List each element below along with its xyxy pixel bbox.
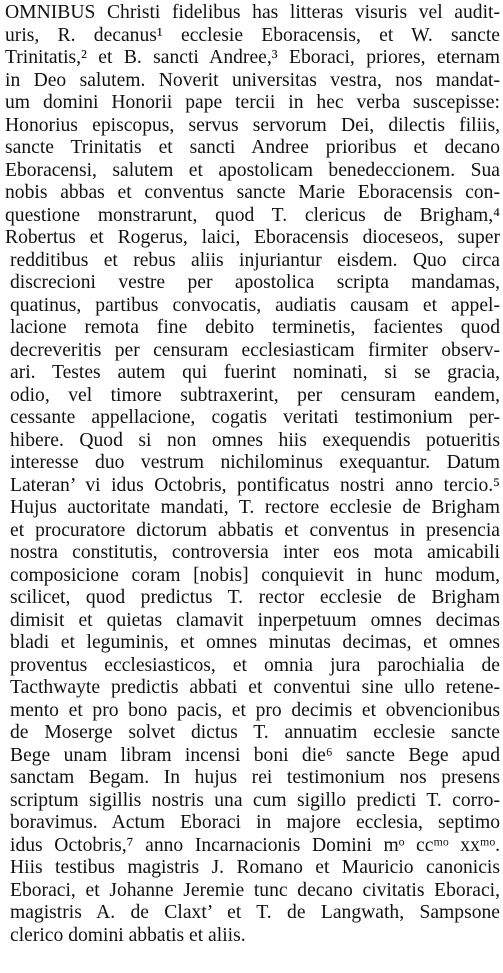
text-line: dimisit et quietas clamavit inperpetuum omnes decimas <box>10 609 500 631</box>
text-line: et procuratore dictorum abbatis et conventus in presencia <box>10 519 500 541</box>
text-line: scriptum sigillis nostris una cum sigillo predicti T. corro- <box>10 789 500 811</box>
text-line: OMNIBUS Christi fidelibus has litteras visuris vel audit- <box>5 2 500 23</box>
text-line: idus Octobris,⁷ anno Incarnacionis Domini mᵒ ccᵐᵒ xxᵐᵒ. <box>10 834 500 856</box>
text-line: in Deo salutem. Noverit universitas vestra, nos mandat- <box>5 69 500 91</box>
text-line: Trinitatis,² et B. sancti Andree,³ Eboraci, priores, eternam <box>5 47 500 68</box>
text-line: decreveritis per censuram ecclesiasticam firmiter observ- <box>10 339 500 361</box>
text-line: sanctam Begam. In hujus rei testimonium nos presens <box>10 767 500 788</box>
text-line: de Moserge solvet dictus T. annuatim ecclesie sancte <box>10 722 500 743</box>
text-line: Lateran’ vi idus Octobris, pontificatus nostri anno tercio.⁵ <box>10 474 500 496</box>
text-line: Tacthwayte predictis abbati et conventui sine ullo retene- <box>10 677 500 698</box>
text-line: lacione remota fine debito terminetis, facientes quod <box>10 317 500 338</box>
text-line: discrecioni vestre per apostolica scripta mandamas, <box>10 272 500 293</box>
text-line: Hiis testibus magistris J. Romano et Mauricio canonicis <box>10 857 500 878</box>
text-line: Bege unam libram incensi boni die⁶ sancte Bege apud <box>10 744 500 766</box>
text-line: quatinus, partibus convocatis, audiatis causam et appel- <box>10 294 500 316</box>
text-line: nobis abbas et conventus sancte Marie Eboracensis con- <box>5 182 500 203</box>
text-line: nostra constitutis, controversia inter eos mota amicabili <box>10 542 500 563</box>
text-line: ari. Testes autem qui fuerint nominati, si se gracia, <box>10 362 500 383</box>
text-line: interesse duo vestrum nichilominus exequantur. Datum <box>10 452 500 473</box>
text-line: composicione coram [nobis] conquievit in hunc modum, <box>10 564 500 586</box>
text-line: clerico domini abbatis et aliis. <box>10 924 246 946</box>
text-line: redditibus et rebus aliis injuriantur eisdem. Quo circa <box>10 249 500 271</box>
text-line: mento et pro bono pacis, et pro decimis et obvencionibus <box>10 699 500 721</box>
text-line: Hujus auctoritate mandati, T. rectore ecclesie de Brigham <box>10 497 500 518</box>
text-line: Eboraci, et Johanne Jeremie tunc decano civitatis Eboraci, <box>10 879 500 901</box>
text-line: uris, R. decanus¹ ecclesie Eboracensis, et W. sancte <box>5 24 500 46</box>
text-line: Robertus et Rogerus, laici, Eboracensis dioceseos, super <box>5 227 500 248</box>
text-line: proventus ecclesiasticos, et omnia jura parochialia de <box>10 654 500 676</box>
text-line: boravimus. Actum Eboraci in majore ecclesia, septimo <box>10 812 500 833</box>
text-line: bladi et leguminis, et omnes minutas decimas, et omnes <box>10 632 500 653</box>
document-text <box>4 2 500 947</box>
text-line: um domini Honorii pape tercii in hec verba suscepisse: <box>5 92 500 113</box>
text-line: hibere. Quod si non omnes hiis exequendis potueritis <box>10 429 500 451</box>
text-line: cessante appellacione, cogatis veritati testimonium per- <box>10 407 500 428</box>
text-line: magistris A. de Claxt’ et T. de Langwath, Sampsone <box>10 902 500 923</box>
text-line: scilicet, quod predictus T. rector ecclesie de Brigham <box>10 587 500 608</box>
text-line: questione monstrarunt, quod T. clericus de Brigham,⁴ <box>5 204 500 226</box>
text-line: Eboracensi, salutem et apostolicam benedeccionem. Sua <box>5 159 500 181</box>
text-line: odio, vel timore subtraxerint, per censuram eandem, <box>10 384 500 406</box>
text-line: sancte Trinitatis et sancti Andree prioribus et decano <box>5 137 500 158</box>
text-line: Honorius episcopus, servus servorum Dei, dilectis filiis, <box>5 114 500 136</box>
